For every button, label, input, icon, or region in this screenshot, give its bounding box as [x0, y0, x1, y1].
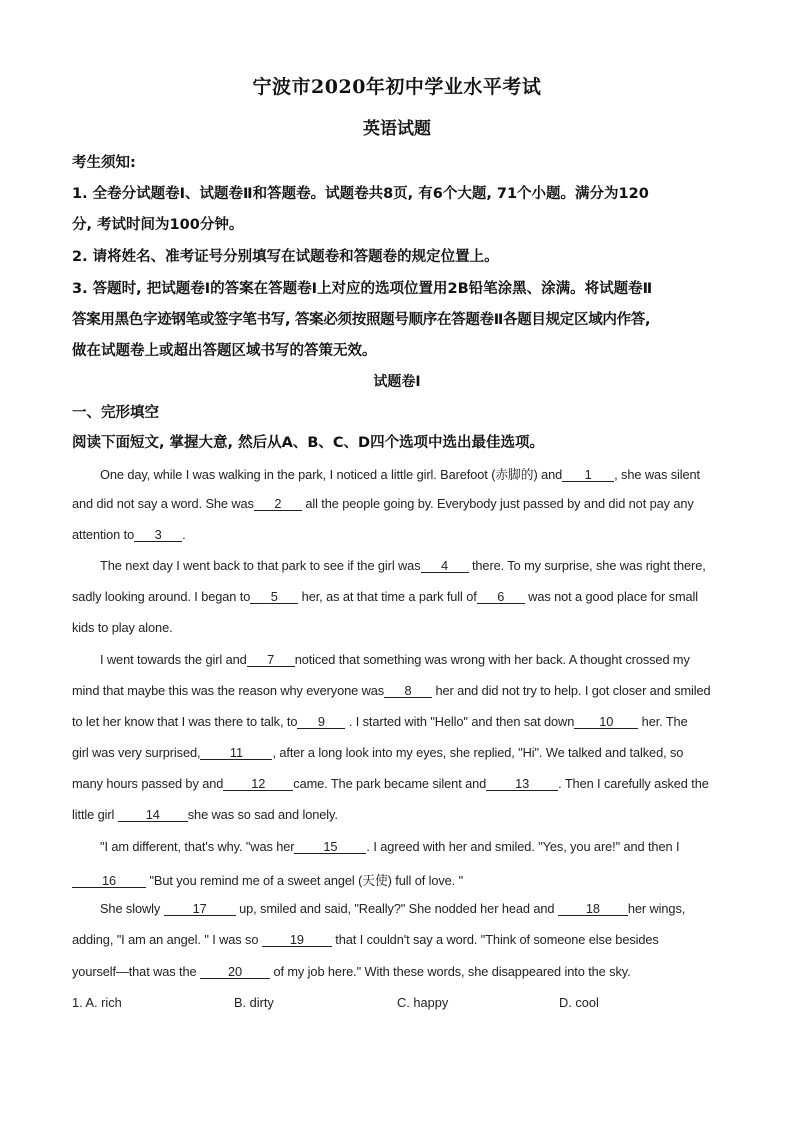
passage-line [72, 776, 709, 791]
passage-line [72, 932, 659, 947]
passage-text: and did not say a word. She was [72, 496, 254, 511]
blank-15: 15 [294, 840, 366, 854]
passage-text: One day, while I was walking in the park, I noticed a little girl. Barefoot (赤脚的) and [100, 467, 563, 482]
passage-line [100, 558, 706, 573]
passage-text: attention to [72, 527, 135, 542]
blank-16: 16 [72, 874, 146, 888]
passage-text: there. To my surprise, she was right there, [468, 558, 706, 573]
notice-item-3-line-1: 3. 答题时, 把试题卷Ⅰ的答案在答题卷Ⅰ上对应的选项位置用2B铅笔涂黑、涂满。将试题卷Ⅱ [72, 281, 653, 297]
passage-text: was not a good place for small [524, 589, 699, 604]
notice-item-3-line-2: 答案用黑色字迹钢笔或签字笔书写, 答案必须按照题号顺序在答题卷Ⅱ各题目规定区域内作答, [72, 312, 651, 328]
blank-2: 2 [254, 497, 302, 511]
passage-text: her wings, [627, 901, 686, 916]
passage-text: yourself—that was the [72, 964, 197, 979]
passage-text: She slowly [100, 901, 161, 916]
passage-text: , after a long look into my eyes, she replied, "Hi". We talked and talked, so [272, 745, 684, 760]
passage-text: up, smiled and said, "Really?" She nodded her head and [235, 901, 555, 916]
passage-text: came. The park became silent and [293, 776, 487, 791]
passage-text: that I couldn't say a word. "Think of someone else besides [331, 932, 659, 947]
passage-text: girl was very surprised, [72, 745, 201, 760]
part-title: 一、完形填空 [72, 405, 159, 421]
option-d: D. cool [559, 995, 599, 1010]
passage-text: adding, "I am an angel. " I was so [72, 932, 259, 947]
passage-text: to let her know that I was there to talk, to [72, 714, 298, 729]
blank-10: 10 [574, 715, 638, 729]
passage-text: little girl [72, 807, 115, 822]
passage-text: of my job here." With these words, she disappeared into the sky. [269, 964, 631, 979]
passage-line [72, 964, 631, 979]
passage-line [72, 714, 688, 729]
blank-11: 11 [200, 746, 272, 760]
passage-text: many hours passed by and [72, 776, 224, 791]
passage-line [100, 464, 700, 483]
blank-1: 1 [562, 468, 614, 482]
option-b: B. dirty [234, 995, 274, 1010]
blank-8: 8 [384, 684, 432, 698]
passage-line [72, 527, 186, 542]
passage-text: kids to play alone. [72, 620, 173, 635]
passage-text: she was so sad and lonely. [187, 807, 338, 822]
exam-title: 宁波市2020年初中学业水平考试 [252, 76, 542, 98]
option-a: 1. A. rich [72, 995, 122, 1010]
blank-14: 14 [118, 808, 188, 822]
passage-text: , she was silent [614, 467, 701, 482]
passage-line [100, 652, 690, 667]
blank-3: 3 [134, 528, 182, 542]
passage-text: all the people going by. Everybody just passed by and did not pay any [301, 496, 694, 511]
passage-line [72, 496, 694, 511]
passage-text: mind that maybe this was the reason why everyone was [72, 683, 385, 698]
paper-label: 试题卷Ⅰ [373, 374, 421, 390]
passage-line [72, 745, 683, 760]
passage-line [72, 589, 698, 604]
part-instruction: 阅读下面短文, 掌握大意, 然后从A、B、C、D四个选项中选出最佳选项。 [72, 435, 545, 451]
passage-line [72, 807, 338, 822]
passage-text: her. The [638, 714, 688, 729]
passage-text: . I agreed with her and smiled. "Yes, you are!" and then I [366, 839, 680, 854]
passage-text: . [182, 527, 186, 542]
blank-4: 4 [421, 559, 469, 573]
passage-text: "But you remind me of a sweet angel (天使) full of love. " [146, 873, 464, 888]
blank-13: 13 [486, 777, 558, 791]
passage-line [100, 839, 679, 854]
notice-item-3-line-3: 做在试题卷上或超出答题区域书写的答策无效。 [72, 343, 377, 359]
passage-text: . Then I carefully asked the [558, 776, 709, 791]
passage-line [72, 620, 173, 635]
notice-heading: 考生须知: [72, 155, 136, 171]
notice-item-1-line-2: 分, 考试时间为100分钟。 [72, 217, 244, 233]
option-c: C. happy [397, 995, 449, 1010]
passage-text: her, as at that time a park full of [298, 589, 477, 604]
passage-text: her and did not try to help. I got closer and smiled [432, 683, 711, 698]
blank-9: 9 [297, 715, 345, 729]
blank-5: 5 [250, 590, 298, 604]
exam-subtitle: 英语试题 [363, 119, 431, 139]
blank-7: 7 [247, 653, 295, 667]
blank-12: 12 [223, 777, 293, 791]
passage-text: noticed that something was wrong with her back. A thought crossed my [294, 652, 690, 667]
passage-text: . I started with "Hello" and then sat down [345, 714, 575, 729]
passage-line [72, 870, 463, 889]
passage-text: "I am different, that's why. "was her [100, 839, 295, 854]
blank-18: 18 [558, 902, 628, 916]
blank-17: 17 [164, 902, 236, 916]
passage-text: The next day I went back to that park to see if the girl was [100, 558, 421, 573]
passage-text: I went towards the girl and [100, 652, 247, 667]
blank-19: 19 [262, 933, 332, 947]
notice-item-2: 2. 请将姓名、准考证号分别填写在试题卷和答题卷的规定位置上。 [72, 249, 499, 265]
blank-6: 6 [477, 590, 525, 604]
passage-line [100, 901, 685, 916]
passage-text: sadly looking around. I began to [72, 589, 251, 604]
passage-line [72, 683, 711, 698]
notice-item-1-line-1: 1. 全卷分试题卷Ⅰ、试题卷Ⅱ和答题卷。试题卷共8页, 有6个大题, 71个小题。满分为120 [72, 186, 649, 202]
blank-20: 20 [200, 965, 270, 979]
